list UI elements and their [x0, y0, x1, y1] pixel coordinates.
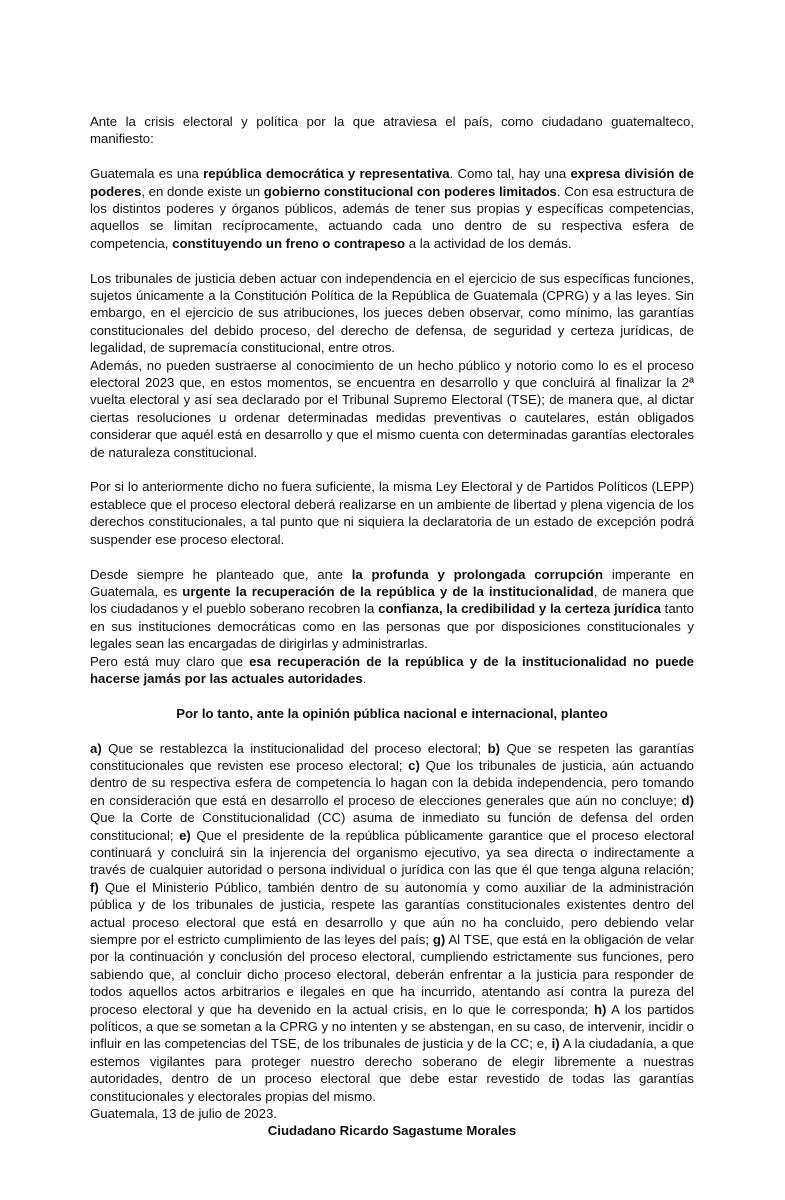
spacer: [90, 722, 694, 739]
bold-text-run: urgente la recuperación de la república y de la institucionalidad: [182, 583, 594, 599]
text-run: A los partidos políticos, a que se sometan a la CPRG y no intenten y se abstengan, en su caso, de intervenir, incidir o influir en las competencias del TSE, de los tribunales de justicia y de la CC; e,: [90, 1001, 694, 1052]
section-heading: Por lo tanto, ante la opinión pública nacional e internacional, planteo: [176, 705, 608, 721]
text-run: Pero está muy claro que: [90, 653, 250, 669]
paragraph-tribunales: Los tribunales de justicia deben actuar con independencia en el ejercicio de sus específicas funciones, sujetos únicamente a la Constitución Política de la República de Guatemala (CPRG) y a las leyes. Sin embargo, en el ejercicio de sus atribuciones, los jueces deben observar, como mínimo, las garantías constitucionales del debido proceso, del derecho de defensa, de seguridad y certeza jurídicas, de legalidad, de supremacía constitucional, entre otros.: [90, 270, 694, 356]
spacer: [90, 548, 694, 565]
date-line: Guatemala, 13 de julio de 2023.: [90, 1106, 277, 1122]
text-run: , en donde existe un: [141, 183, 264, 199]
bold-text-run: gobierno constitucional con poderes limitados: [263, 183, 557, 199]
document-page: [90, 113, 694, 1140]
paragraph-lepp: Por si lo anteriormente dicho no fuera suficiente, la misma Ley Electoral y de Partidos Políticos (LEPP) establece que el proceso electoral deberá realizarse en un ambiente de libertad y plena vigencia de los derechos constitucionales, a tal punto que ni siquiera la declaratoria de un estado de excepción podrá suspender ese proceso electoral.: [90, 479, 694, 547]
bold-text-run: expresa división de poderes: [90, 166, 694, 199]
text-run: Que el presidente de la república públicamente garantice que el proceso electoral continuará y concluirá sin la injerencia del organismo ejecutivo, ya sea directa o indirectamente a través de cualquier autoridad o persona individual o jurídica con las que él que tenga alguna relación;: [90, 827, 694, 878]
intro-paragraph: Ante la crisis electoral y política por la que atraviesa el país, como ciudadano guatemalteco, manifiesto:: [90, 114, 694, 147]
bold-text-run: la profunda y prolongada corrupción: [351, 566, 604, 582]
text-run: . Como tal, hay una: [449, 166, 571, 182]
text-run: Al TSE, que está en la obligación de velar por la continuación y conclusión del proceso electoral, cumpliendo estrictamente sus funciones, pero sabiendo que, al concluir dicho proceso electoral, deberán enfrentar a la justicia para responder de todos aquellos actos arbitrarios e ilegales en que ha incurrido, atentando así contra la pureza del proceso electoral y que ha devenido en la actual crisis, en lo que le corresponda;: [90, 932, 694, 1017]
bold-text-run: constituyendo un freno o contrapeso: [172, 235, 406, 251]
bold-text-run: república democrática y representativa: [203, 166, 450, 182]
text-run: . Con esa estructura de los distintos poderes y órganos públicos, además de tener sus propias y específicas competencias, aquellos se limitan recíprocamente, actuando cada uno dentro de su respectiva esfera de competencia,: [90, 183, 694, 251]
bold-text-run: g): [432, 932, 446, 947]
bold-text-run: b): [487, 740, 501, 756]
paragraph-corrupcion: [90, 566, 694, 653]
text-run: Que el Ministerio Público, también dentro de su autonomía y como auxiliar de la administración pública y de los tribunales de justicia, respete las garantías constitucionales existentes dentro del actual proceso electoral que está en desarrollo y que aún no ha concluido, pero debiendo velar siempre por el estricto cumplimiento de las leyes del país;: [90, 879, 694, 947]
text-run: Desde siempre he planteado que, ante: [90, 566, 352, 582]
bold-text-run: a): [90, 740, 102, 756]
signature: Ciudadano Ricardo Sagastume Morales: [267, 1123, 517, 1139]
text-run: , de manera que los ciudadanos y el pueblo soberano recobren la: [90, 583, 694, 617]
text-run: Que se respeten las garantías constitucionales que revisten ese proceso electoral;: [90, 740, 694, 773]
text-run: Guatemala es una: [90, 166, 204, 182]
text-run: imperante en Guatemala, es: [90, 566, 695, 599]
bold-text-run: esa recuperación de la república y de la institucionalidad no puede hacerse jamás por las actuales autoridades: [90, 653, 694, 686]
spacer: [90, 148, 694, 165]
paragraph-division-de-poderes: [90, 165, 694, 252]
text-run: Que los tribunales de justicia, aún actuando dentro de su respectiva esfera de competencia lo hagan con la debida independencia, pero tomando en consideración que está en desarrollo el proceso de elecciones generales que aún no concluye;: [90, 757, 694, 808]
paragraph-recuperacion: [90, 653, 694, 688]
paragraph-proceso-electoral: Además, no pueden sustraerse al conocimiento de un hecho público y notorio como lo es el proceso electoral 2023 que, en estos momentos, se encuentra en desarrollo y que concluirá al finalizar la 2ª vuelta electoral y así sea declarado por el Tribunal Supremo Electoral (TSE); de manera que, al dictar ciertas resoluciones u ordenar determinadas medidas preventivas o cautelares, están obligados considerar que aquél está en desarrollo y que el mismo cuenta con determinadas garantías electorales de naturaleza constitucional.: [90, 357, 694, 460]
text-run: Que la Corte de Constitucionalidad (CC) asuma de inmediato su función de defensa del orden constitucional;: [90, 810, 694, 843]
bold-text-run: c): [408, 757, 420, 773]
spacer: [90, 252, 694, 269]
bold-text-run: d): [681, 792, 694, 808]
text-run: A la ciudadanía, a que estemos vigilantes para proteger nuestro derecho soberano de elegir libremente a nuestras autoridades, dentro de un proceso electoral que debe estar revestido de todas las garantías constitucionales y electorales propias del mismo.: [90, 1036, 694, 1104]
text-run: tanto en sus instituciones democráticas como en las personas que por disposiciones constitucionales y legales sean las encargadas de dirigirlas y administrarlas.: [90, 601, 694, 652]
text-run: .: [362, 670, 367, 686]
text-run: Que se restablezca la institucionalidad del proceso electoral;: [101, 740, 488, 756]
paragraph-planteamientos: [90, 740, 694, 1106]
spacer: [90, 687, 694, 704]
bold-text-run: i): [551, 1036, 560, 1052]
bold-text-run: f): [90, 879, 99, 895]
bold-text-run: e): [179, 827, 191, 843]
spacer: [90, 461, 694, 478]
text-run: a la actividad de los demás.: [405, 235, 572, 251]
bold-text-run: h): [593, 1001, 607, 1017]
bold-text-run: confianza, la credibilidad y la certeza jurídica: [378, 601, 661, 617]
